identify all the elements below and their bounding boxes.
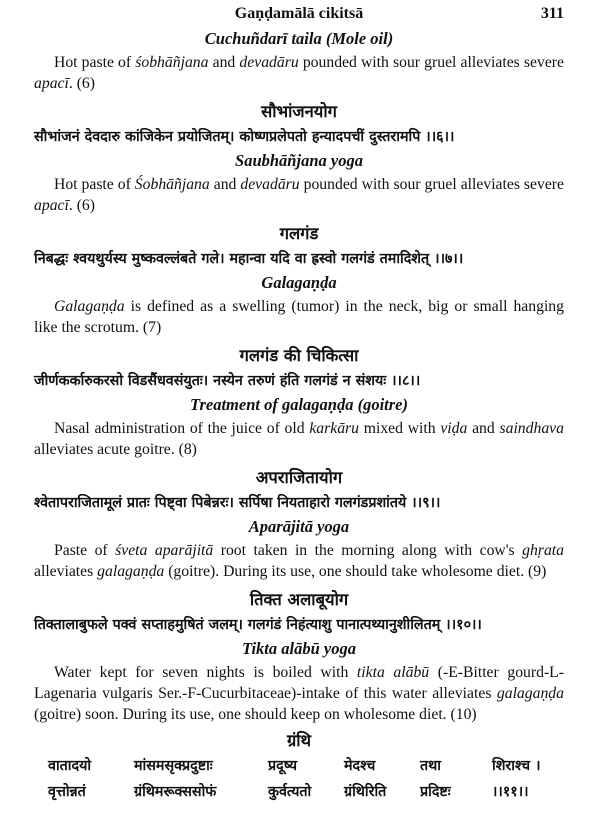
verse-word: शिराश्च । [492, 758, 541, 774]
paragraph-mole-oil: Hot paste of śobhāñjana and devadāru pounded with sour gruel alleviates severe apacī. (6) [34, 54, 564, 92]
verse-word: मांसमसृक्प्रदुष्टाः [134, 758, 213, 774]
sanskrit-heading-galaganda: गलगंड [279, 224, 319, 243]
sanskrit-heading-granthi: ग्रंथि [286, 731, 312, 750]
paragraph-galaganda-treatment: Nasal administration of the juice of old karkāru mixed with viḍa and saindhava alleviates acute goitre. (8) [34, 420, 564, 458]
section-title-tikta-alabu: Tikta alābū yoga [242, 639, 356, 658]
sanskrit-heading-tikta-alabu: तिक्त अलाबूयोग [249, 590, 349, 609]
verse-word: ग्रंथिरिति [344, 784, 387, 800]
section-title-saubhanjana: Saubhāñjana yoga [235, 151, 363, 170]
running-head [34, 0, 564, 28]
page-number: 311 [540, 5, 564, 22]
paragraph-tikta-alabu: Water kept for seven nights is boiled with tikta alābū (-E-Bitter gourd-L-Lagenaria vulgaris Ser.-F-Cucurbitaceae)-intake of this water alleviates galagaṇḍa (goitre) soon. During its use, one should keep on wholesome diet. (10) [34, 664, 564, 723]
sanskrit-verse-10: तिक्तालाबुफले पक्वं सप्ताहमुषितं जलम्। गलगंडं निहंत्याशु पानात्पथ्यानुशीलितम् ।।१०।। [34, 617, 482, 633]
verse-word: ग्रंथिमरूक्ससोफं [134, 784, 217, 800]
sanskrit-verse-6: सौभांजनं देवदारु कांजिकेन प्रयोजितम्। कोष्णप्रलेपतो हन्यादपचीं दुस्तरामपि ।।६।। [34, 129, 455, 145]
sanskrit-heading-saubhanjana: सौभांजनयोग [261, 102, 337, 121]
sanskrit-verse-11-line-2 [48, 779, 564, 805]
sanskrit-verse-11-line-1 [48, 753, 564, 779]
section-title-mole-oil: Cuchuñdarī taila (Mole oil) [204, 29, 394, 48]
paragraph-saubhanjana: Hot paste of Śobhāñjana and devadāru pounded with sour gruel alleviates severe apacī. (6) [34, 176, 564, 214]
verse-word: तथा [420, 758, 441, 774]
sanskrit-verse-8: जीर्णकर्कारुकरसो विडसैंधवसंयुतः। नस्येन तरुणं हंति गलगंडं न संशयः ।।८।। [34, 373, 421, 389]
sanskrit-heading-aparajita: अपराजितायोग [255, 468, 343, 487]
running-head-title: Gaṇḍamālā cikitsā [234, 5, 364, 22]
verse-word: प्रदिष्टः [420, 784, 451, 800]
section-title-aparajita: Aparājitā yoga [248, 517, 350, 536]
verse-word: ।।११।। [492, 784, 529, 800]
section-title-galaganda-treatment: Treatment of galagaṇḍa (goitre) [190, 395, 408, 414]
sanskrit-verse-7: निबद्धः श्वयथुर्यस्य मुष्कवल्लंबते गले। महान्वा यदि वा ह्रस्वो गलगंडं तमादिशेत् ।।७।। [34, 251, 464, 267]
paragraph-aparajita: Paste of śveta aparājitā root taken in the morning along with cow's ghṛata alleviates galagaṇḍa (goitre). During its use, one should take wholesome diet. (9) [34, 542, 564, 580]
verse-word: वृत्तोन्नतं [48, 784, 86, 800]
paragraph-galaganda: Galagaṇḍa is defined as a swelling (tumor) in the neck, big or small hanging like the scrotum. (7) [34, 298, 564, 336]
verse-word: प्रदूष्य [268, 758, 298, 774]
sanskrit-verse-9: श्वेतापराजितामूलं प्रातः पिष्ट्वा पिबेन्नरः। सर्पिषा नियताहारो गलगंडप्रशांतये ।।९।। [34, 495, 441, 511]
verse-word: मेदश्च [344, 758, 376, 774]
section-title-galaganda: Galagaṇḍa [261, 273, 337, 292]
verse-word: कुर्वत्यतो [268, 784, 312, 800]
verse-word: वातादयो [48, 758, 92, 774]
sanskrit-heading-galaganda-treatment: गलगंड की चिकित्सा [239, 346, 359, 365]
